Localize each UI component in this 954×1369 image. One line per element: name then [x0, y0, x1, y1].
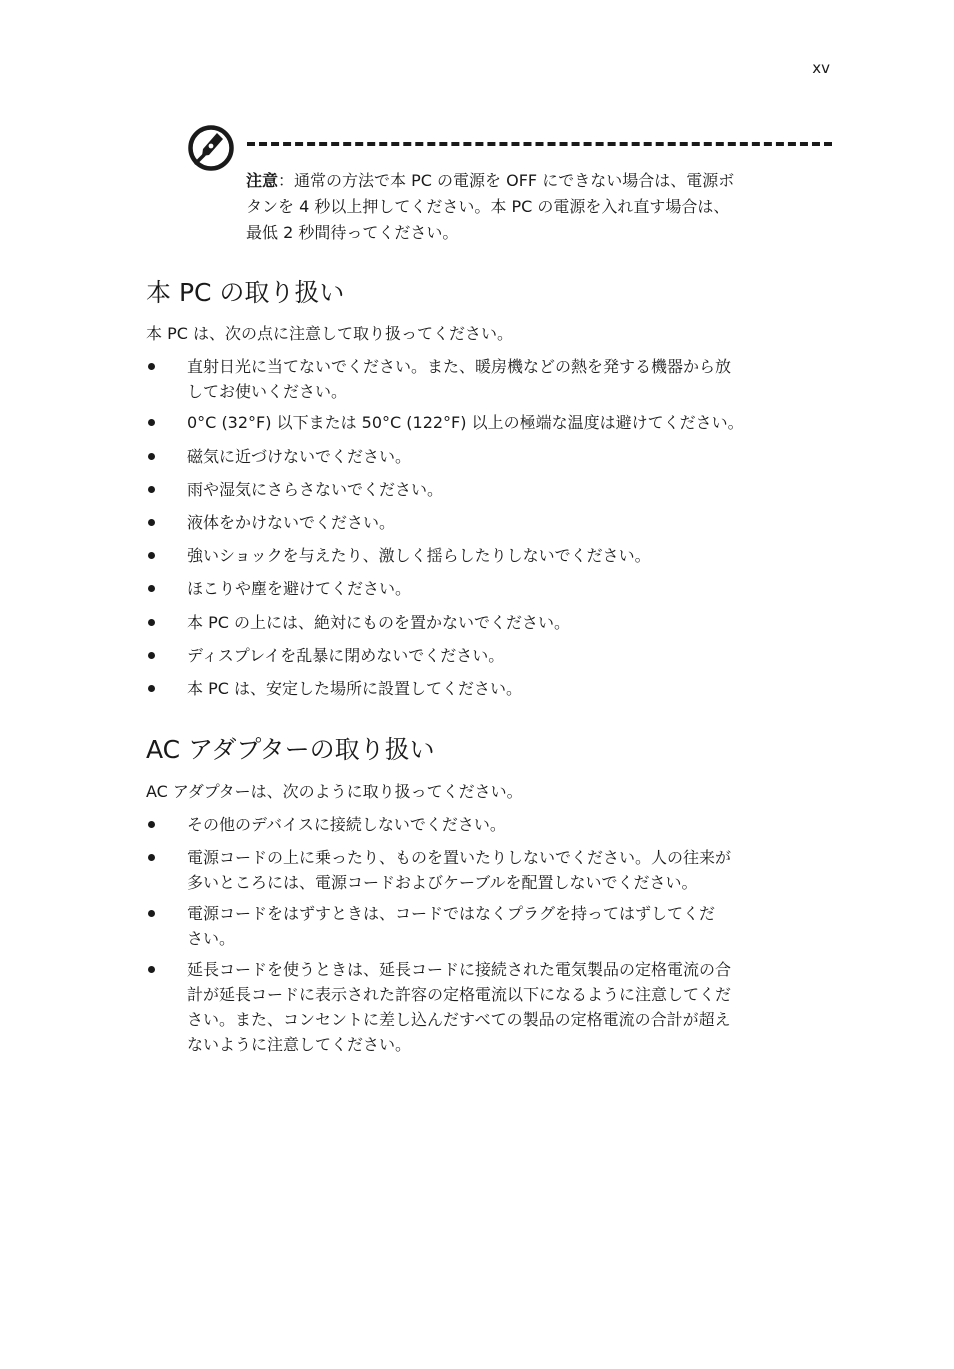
note-separator [247, 142, 832, 146]
list-item: 磁気に近づけないでください。 [146, 444, 826, 469]
list-item: 本 PC の上には、絶対にものを置かないでください。 [146, 610, 826, 635]
list-item: 雨や湿気にさらさないでください。 [146, 477, 826, 502]
section-1-heading: 本 PC の取り扱い [146, 278, 345, 307]
bullet-dot [148, 619, 155, 626]
section-2-intro: AC アダプターは、次のように取り扱ってください。 [146, 782, 523, 801]
list-item: その他のデバイスに接続しないでください。 [146, 812, 826, 837]
bullet-dot [148, 910, 155, 917]
bullet-dot [148, 652, 155, 659]
bullet-dot [148, 966, 155, 973]
list-item: ディスプレイを乱暴に閉めないでください。 [146, 643, 826, 668]
note-text [246, 168, 826, 246]
bullet-dot [148, 585, 155, 592]
list-item: 強いショックを与えたり、激しく揺らしたりしないでください。 [146, 543, 826, 568]
bullet-dot [148, 453, 155, 460]
bullet-dot [148, 519, 155, 526]
note-line-2: タンを 4 秒以上押してください。本 PC の電源を入れ直す場合は、 [246, 197, 730, 216]
list-item: ほこりや塵を避けてください。 [146, 576, 826, 601]
list-item: 電源コードをはずすときは、コードではなくプラグを持ってはずしてくだ さい。 [146, 901, 826, 951]
note-label: 注意 [246, 171, 279, 190]
page-number: xv [812, 59, 830, 77]
list-item: 液体をかけないでください。 [146, 510, 826, 535]
bullet-dot [148, 486, 155, 493]
list-item: 直射日光に当てないでください。また、暖房機などの熱を発する機器から放 してお使いください。 [146, 354, 826, 404]
list-item: 0°C (32°F) 以下または 50°C (122°F) 以上の極端な温度は避けてください。 [146, 410, 826, 435]
note-line-3: 最低 2 秒間待ってください。 [246, 223, 459, 242]
note-pen-icon [187, 124, 235, 172]
bullet-dot [148, 685, 155, 692]
list-item: 電源コードの上に乗ったり、ものを置いたりしないでください。人の往来が 多いところには、電源コードおよびケーブルを配置しないでください。 [146, 845, 826, 895]
bullet-dot [148, 419, 155, 426]
section-1-intro: 本 PC は、次の点に注意して取り扱ってください。 [146, 324, 513, 343]
bullet-dot [148, 821, 155, 828]
note-separator-char: ： [278, 171, 295, 190]
note-line-1: 通常の方法で本 PC の電源を OFF にできない場合は、電源ボ [294, 171, 735, 190]
bullet-dot [148, 854, 155, 861]
bullet-dot [148, 363, 155, 370]
section-2-heading: AC アダプターの取り扱い [146, 735, 435, 764]
bullet-dot [148, 552, 155, 559]
list-item: 延長コードを使うときは、延長コードに接続された電気製品の定格電流の合 計が延長コードに表示された許容の定格電流以下になるように注意してくだ さい。また、コンセントに差し込んだすべての製品の定格電流の合計が超え ないように注意してください。 [146, 957, 826, 1057]
list-item: 本 PC は、安定した場所に設置してください。 [146, 676, 826, 701]
